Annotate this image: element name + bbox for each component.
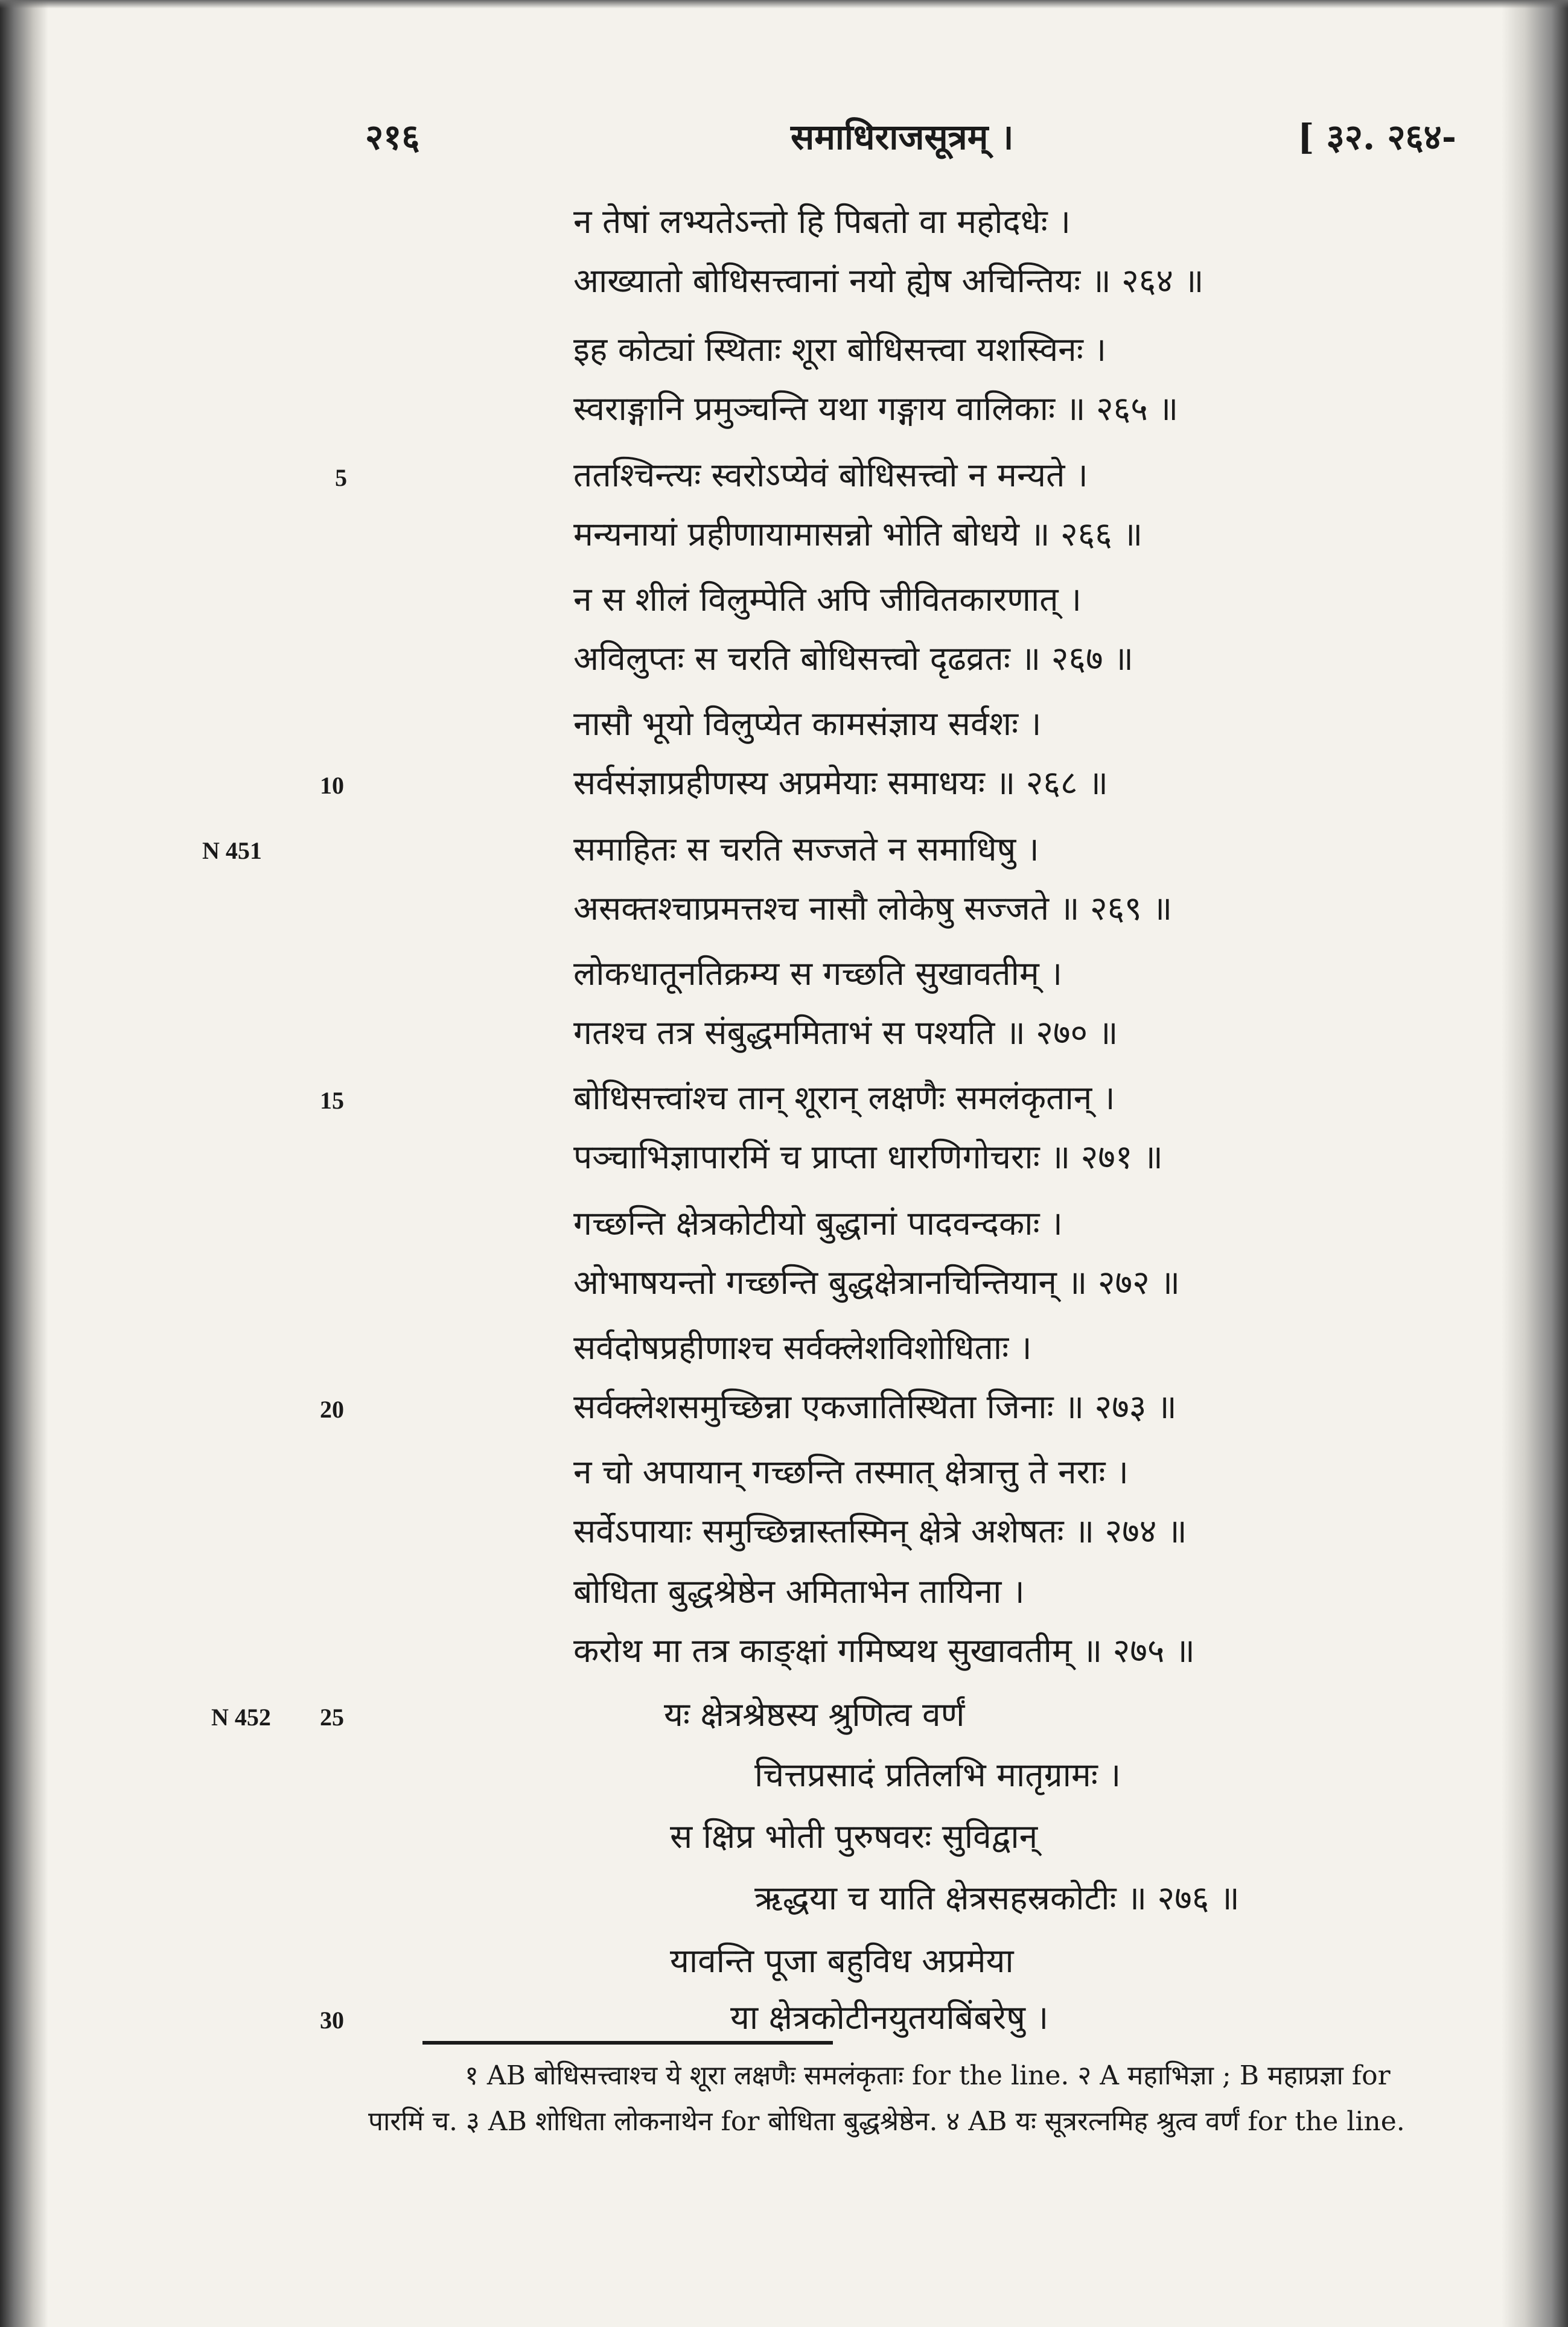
verse-line: ततश्चिन्त्यः स्वरोऽप्येवं बोधिसत्त्वो न मन्यते ।	[573, 456, 1088, 494]
margin-reference: N 451	[202, 837, 262, 864]
verse-line: पञ्चाभिज्ञापारमिं च प्राप्ता धारणिगोचराः ॥ २७१ ॥	[573, 1138, 1163, 1176]
verse-line: स क्षिप्र भोती पुरुषवरः सुविद्वान्	[670, 1817, 1038, 1856]
verse-line: न चो अपायान् गच्छन्ति तस्मात् क्षेत्रात्तु ते नराः ।	[573, 1453, 1129, 1491]
margin-line-number: 20	[320, 1396, 344, 1423]
verse-line: मन्यनायां प्रहीणायामासन्नो भोति बोधये ॥ २६६ ॥	[573, 515, 1143, 553]
page-title: समाधिराजसूत्रम् ।	[791, 116, 1014, 158]
verse-line: सर्वदोषप्रहीणाश्च सर्वक्लेशविशोधिताः ।	[573, 1328, 1032, 1367]
margin-line-number: 30	[320, 2007, 344, 2034]
verse-line: लोकधातूनतिक्रम्य स गच्छति सुखावतीम् ।	[573, 954, 1063, 993]
verse-line: नासौ भूयो विलुप्येत कामसंज्ञाय सर्वशः ।	[573, 704, 1042, 743]
running-reference: [ ३२. २६४-	[1298, 116, 1456, 158]
verse-line: बोधिता बुद्धश्रेष्ठेन अमिताभेन तायिना ।	[573, 1572, 1025, 1611]
margin-line-number: 25	[320, 1704, 344, 1731]
verse-line: यः क्षेत्रश्रेष्ठस्य श्रुणित्व वर्णं	[664, 1695, 965, 1734]
verse-line: स्वराङ्गानि प्रमुञ्चन्ति यथा गङ्गाय वालिकाः ॥ २६५ ॥	[573, 389, 1179, 428]
scan-edge-right	[1502, 0, 1568, 2327]
margin-line-number: 5	[335, 464, 347, 491]
verse-line: सर्वसंज्ञाप्रहीणस्य अप्रमेयाः समाधयः ॥ २६८ ॥	[573, 763, 1108, 802]
scan-edge-left	[0, 0, 48, 2327]
verse-line: समाहितः स चरति सज्जते न समाधिषु ।	[573, 830, 1039, 868]
footnote-rule	[422, 2041, 833, 2045]
verse-line: न स शीलं विलुम्पेति अपि जीवितकारणात् ।	[573, 580, 1082, 619]
margin-line-number: 10	[320, 772, 344, 799]
margin-reference: N 452	[211, 1704, 271, 1731]
verse-line: गतश्च तत्र संबुद्धममिताभं स पश्यति ॥ २७० ॥	[573, 1013, 1118, 1052]
verse-line: करोथ मा तत्र काङ्क्षां गमिष्यथ सुखावतीम् ॥ २७५ ॥	[573, 1631, 1195, 1670]
verse-line: आख्यातो बोधिसत्त्वानां नयो ह्येष अचिन्तियः ॥ २६४ ॥	[573, 261, 1204, 300]
page-number: २१६	[365, 116, 420, 158]
verse-line: गच्छन्ति क्षेत्रकोटीयो बुद्धानां पादवन्दकाः ।	[573, 1204, 1063, 1243]
verse-line: न तेषां लभ्यतेऽन्तो हि पिबतो वा महोदधेः ।	[573, 202, 1071, 241]
verse-line: या क्षेत्रकोटीनयुतयबिंबरेषु ।	[730, 1998, 1049, 2037]
footnote-line: पारमिं च. ३ AB शोधिता लोकनाथेन for बोधिता बुद्धश्रेष्ठेन. ४ AB यः सूत्ररत्नमिह श्रुत्व वर्णं for the line.	[368, 2106, 1405, 2137]
scan-edge-top	[0, 0, 1568, 8]
verse-line: सर्वक्लेशसमुच्छिन्ना एकजातिस्थिता जिनाः ॥ २७३ ॥	[573, 1387, 1177, 1426]
footnote-line: १ AB बोधिसत्त्वाश्च ये शूरा लक्षणैः समलंकृताः for the line. २ A महाभिज्ञा ; B महाप्रज्ञा for	[465, 2060, 1391, 2091]
verse-line: सर्वेऽपायाः समुच्छिन्नास्तस्मिन् क्षेत्रे अशेषतः ॥ २७४ ॥	[573, 1512, 1187, 1550]
margin-line-number: 15	[320, 1087, 344, 1114]
verse-line: अविलुप्तः स चरति बोधिसत्त्वो दृढव्रतः ॥ २६७ ॥	[573, 639, 1133, 678]
verse-line: ओभाषयन्तो गच्छन्ति बुद्धक्षेत्रानचिन्तियान् ॥ २७२ ॥	[573, 1263, 1181, 1302]
verse-line: चित्तप्रसादं प्रतिलभि मातृग्रामः ।	[754, 1756, 1121, 1794]
verse-line: ऋद्धया च याति क्षेत्रसहस्रकोटीः ॥ २७६ ॥	[754, 1879, 1240, 1917]
verse-line: यावन्ति पूजा बहुविध अप्रमेया	[670, 1941, 1014, 1980]
verse-line: बोधिसत्त्वांश्च तान् शूरान् लक्षणैः समलंकृतान् ।	[573, 1078, 1115, 1117]
verse-line: इह कोट्यां स्थिताः शूरा बोधिसत्त्वा यशस्विनः ।	[573, 330, 1107, 369]
verse-line: असक्तश्चाप्रमत्तश्च नासौ लोकेषु सज्जते ॥ २६९ ॥	[573, 889, 1173, 928]
